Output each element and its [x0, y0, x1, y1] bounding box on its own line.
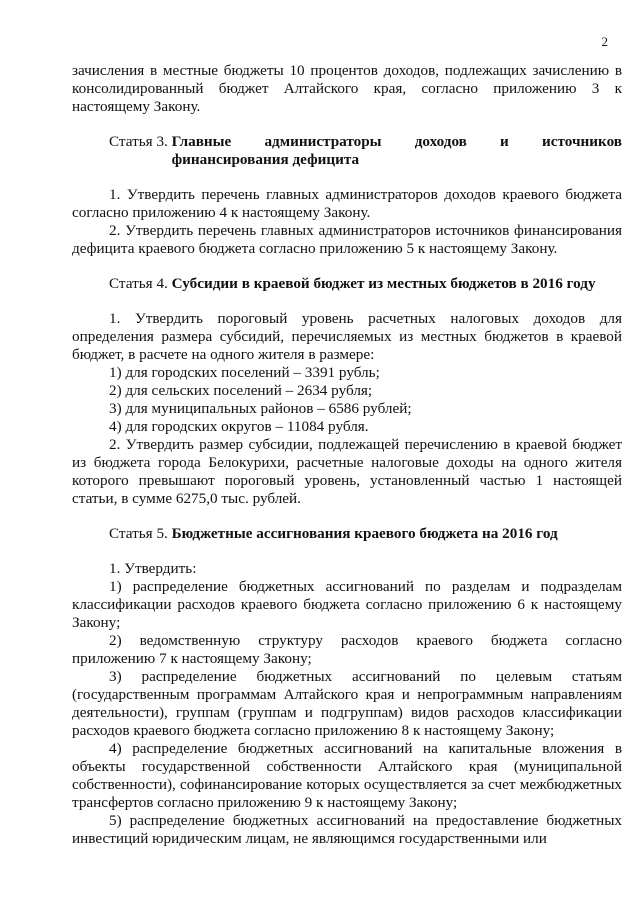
document-body [72, 62, 622, 848]
article-3-heading [72, 133, 622, 169]
article-4-list-item: 3) для муниципальных районов – 6586 рублей; [109, 400, 412, 417]
article-4-paragraph: 1. Утвердить пороговый уровень расчетных налоговых доходов для определения размера субсидий, перечисляемых из местных бюджетов в краевой бюджет, в расчете на одного жителя в размере: [72, 310, 622, 363]
article-4-list-item: 1) для городских поселений – 3391 рубль; [109, 364, 380, 381]
article-3-paragraph: 1. Утвердить перечень главных администраторов доходов краевого бюджета согласно приложению 4 к настоящему Закону. [72, 186, 622, 221]
article-4-paragraph: 2. Утвердить размер субсидии, подлежащей перечислению в краевой бюджет из бюджета города Белокурихи, расчетные налоговые доходы на одного жителя которого превышают пороговый уровень, установленный частью 1 настоящей статьи, в сумме 6275,0 тыс. рублей. [72, 436, 622, 507]
article-5-list-item: 2) ведомственную структуру расходов краевого бюджета согласно приложению 7 к настоящему Закону; [72, 632, 622, 667]
article-5-paragraph: 1. Утвердить: [109, 560, 197, 577]
article-5-title: Бюджетные ассигнования краевого бюджета на 2016 год [171, 525, 558, 542]
article-3-title: Главные администраторы доходов и источников финансирования дефицита [171, 133, 622, 168]
article-4-title: Субсидии в краевой бюджет из местных бюджетов в 2016 году [171, 275, 596, 292]
article-5-list-item: 5) распределение бюджетных ассигнований на предоставление бюджетных инвестиций юридическим лицам, не являющимся государственными или [72, 812, 622, 847]
article-5-list-item: 3) распределение бюджетных ассигнований по целевым статьям (государственным программам Алтайского края и непрограммным направлениям деятельности), группам (группам и подгруппам) видов расходов классификации расходов краевого бюджета согласно приложению 8 к настоящему Закону; [72, 668, 622, 739]
article-4-number: Статья 4. [109, 275, 172, 292]
article-4-heading [72, 275, 622, 293]
article-4-list-item: 2) для сельских поселений – 2634 рубля; [109, 382, 373, 399]
article-5-list-item: 4) распределение бюджетных ассигнований на капитальные вложения в объекты государственной собственности Алтайского края (муниципальной собственности), софинансирование которых осуществляется за счет межбюджетных трансфертов согласно приложению 9 к настоящему Закону; [72, 740, 622, 811]
article-5-number: Статья 5. [109, 525, 172, 542]
intro-paragraph: зачисления в местные бюджеты 10 процентов доходов, подлежащих зачислению в консолидированный бюджет Алтайского края, согласно приложению 3 к настоящему Закону. [72, 62, 622, 115]
article-5-list-item: 1) распределение бюджетных ассигнований по разделам и подразделам классификации расходов краевого бюджета согласно приложению 6 к настоящему Закону; [72, 578, 622, 631]
article-3-paragraph: 2. Утвердить перечень главных администраторов источников финансирования дефицита краевого бюджета согласно приложению 5 к настоящему Закону. [72, 222, 622, 257]
article-3-number: Статья 3. [109, 133, 172, 150]
page-number: 2 [601, 34, 608, 49]
article-4-list-item: 4) для городских округов – 11084 рубля. [109, 418, 369, 435]
article-5-heading [72, 525, 622, 543]
